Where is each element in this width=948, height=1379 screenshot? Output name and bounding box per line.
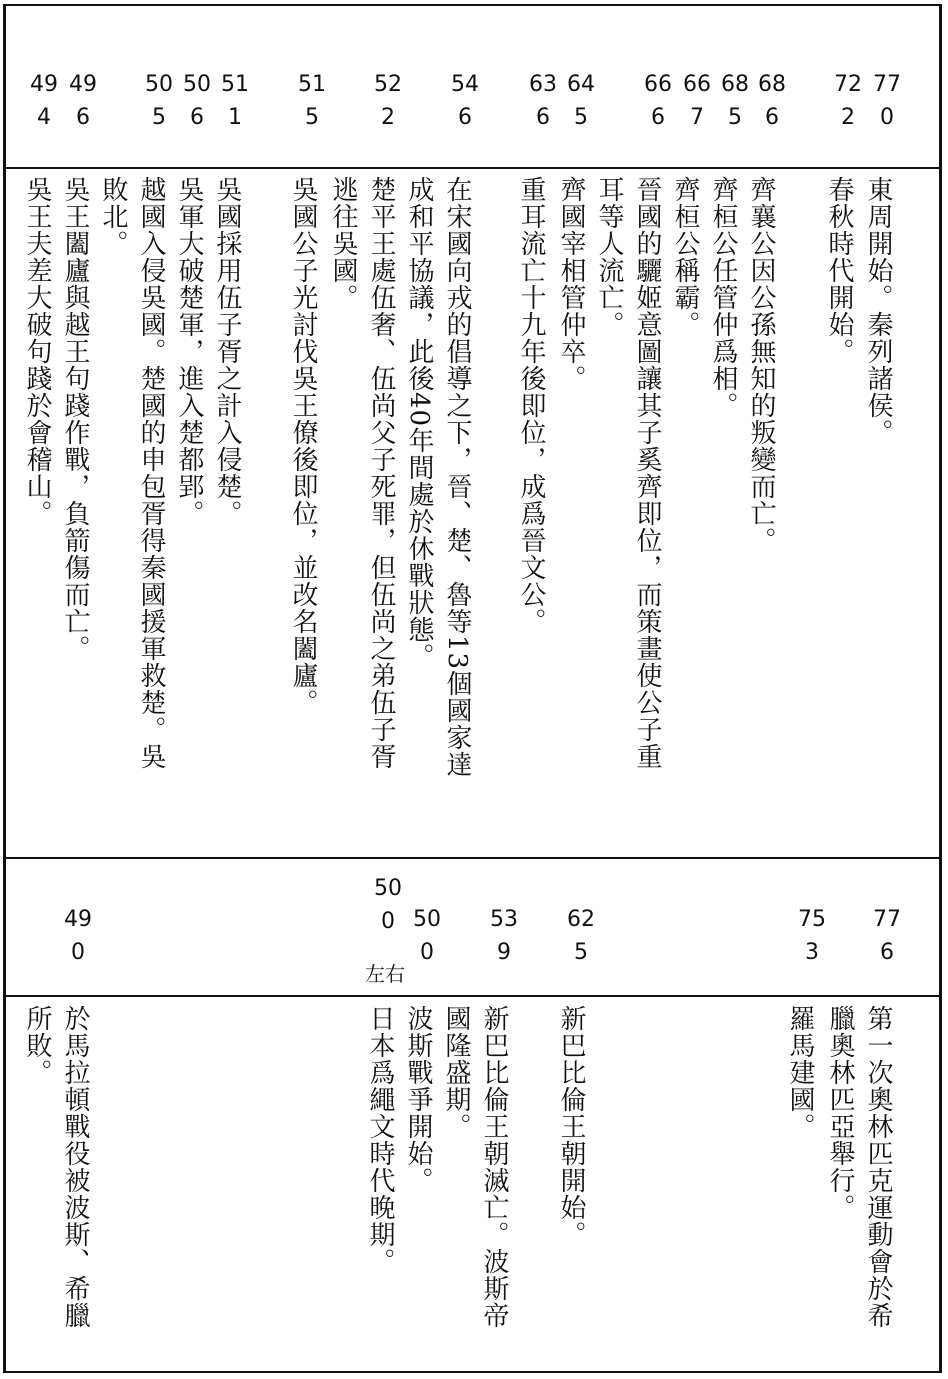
event-text: 第一次奧林匹克運動會於希臘奧林匹亞舉行。 — [825, 1005, 893, 1329]
event-text: 東周開始。秦列諸侯。 — [863, 176, 893, 446]
bottom-year-divider — [3, 995, 942, 997]
year-label: 496 — [69, 72, 97, 130]
year-label: 753 — [798, 907, 826, 965]
event-text: 越國入侵吳國。楚國的申包胥得秦國援軍救楚。吳敗北。 — [98, 176, 166, 770]
event-text: 齊國宰相管仲卒。 — [556, 176, 586, 392]
event-text: 重耳流亡十九年後即位，成爲晉文公。 — [516, 176, 546, 635]
year-label: 667 — [683, 72, 711, 130]
year-label: 494 — [30, 72, 58, 130]
year-label: 685 — [721, 72, 749, 130]
year-label: 666 — [644, 72, 672, 130]
year-label: 500 — [413, 907, 441, 965]
year-label: 506 — [183, 72, 211, 130]
year-label: 645 — [567, 72, 595, 130]
event-text: 吳國公子光討伐吳王僚後即位，並改名闔廬。 — [288, 176, 318, 716]
year-label: 490 — [64, 907, 92, 965]
event-text: 吳王夫差大破句踐於會稽山。 — [22, 176, 52, 527]
top-year-divider — [3, 167, 942, 169]
event-text: 齊襄公因公孫無知的叛變而亡。 — [746, 176, 776, 554]
event-text: 於馬拉頓戰役被波斯、希臘所敗。 — [22, 1005, 90, 1329]
year-label: 505 — [145, 72, 173, 130]
event-text: 羅馬建國。 — [785, 1005, 815, 1140]
event-text: 新巴比倫王朝開始。 — [556, 1005, 586, 1248]
event-text: 新巴比倫王朝滅亡。波斯帝國隆盛期。 — [441, 1005, 509, 1329]
top-rule — [3, 4, 942, 6]
event-text: 齊桓公任管仲爲相。 — [708, 176, 738, 419]
year-label: 515 — [298, 72, 326, 130]
year-label: 722 — [834, 72, 862, 130]
section-divider — [3, 857, 942, 859]
year-label: 546 — [451, 72, 479, 130]
event-text: 晉國的驪姬意圖讓其子奚齊即位，而策畫使公子重耳等人流亡。 — [594, 176, 662, 770]
event-text: 在宋國向戎的倡導之下，晉、楚、魯等13個國家達成和平協議，此後40年間處於休戰狀態。 — [404, 176, 472, 779]
year-label: 539 — [490, 907, 518, 965]
year-label: 686 — [758, 72, 786, 130]
year-label: 636 — [529, 72, 557, 130]
year-label: 511 — [221, 72, 249, 130]
event-text: 春秋時代開始。 — [824, 176, 854, 365]
event-text: 齊桓公稱霸。 — [670, 176, 700, 338]
event-text: 吳軍大破楚軍，進入楚都郢。 — [174, 176, 204, 527]
event-text: 楚平王處伍奢、伍尚父子死罪，但伍尚之弟伍子胥逃往吳國。 — [328, 176, 396, 770]
year-label: 776 — [873, 907, 901, 965]
year-label: 625 — [567, 907, 595, 965]
year-label: 522 — [374, 72, 402, 130]
event-text: 波斯戰爭開始。 — [403, 1005, 433, 1194]
event-text: 吳王闔廬與越王句踐作戰，負箭傷而亡。 — [60, 176, 90, 662]
event-text: 日本爲繩文時代晚期。 — [365, 1005, 395, 1275]
year-label: 770 — [873, 72, 901, 130]
event-text: 吳國採用伍子胥之計入侵楚。 — [212, 176, 242, 527]
bottom-rule — [3, 1371, 942, 1373]
approx-label: 左右 — [365, 962, 405, 986]
year-label: 500 — [374, 876, 402, 934]
